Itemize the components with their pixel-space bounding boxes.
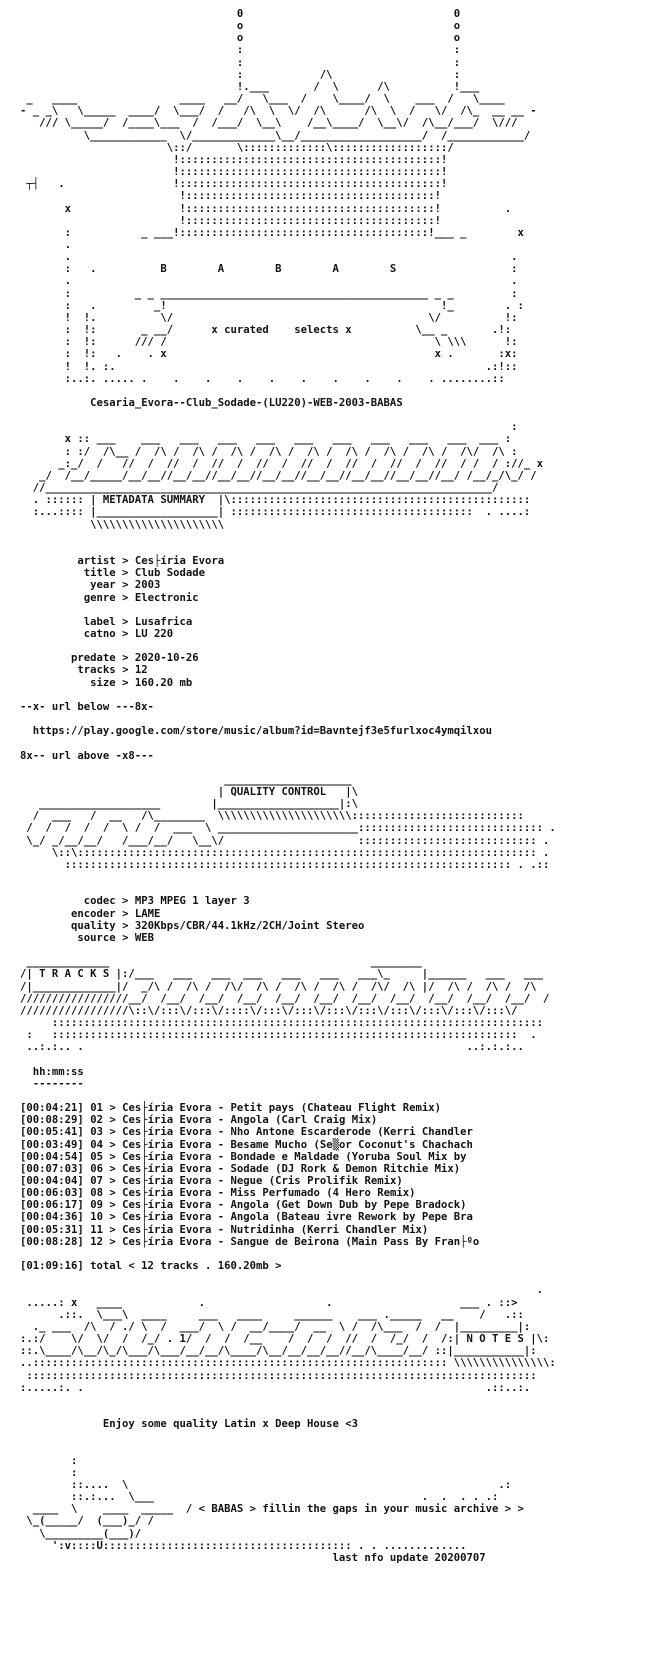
ascii-art-line: !:::::::::::::::::::::::::::::::::::::::! — [20, 214, 441, 227]
track-artist: Ces├íria Evora — [122, 1211, 212, 1224]
track-row: [00:04:04] 07 > Ces├íria Evora - Negue (Cris Prolifik Remix) — [20, 1175, 403, 1187]
field-label: encoder — [71, 907, 116, 920]
field-value: Ces├íria Evora — [134, 555, 225, 568]
tracks-total: [01:09:16] total < 12 tracks . 160.20mb > — [20, 1260, 282, 1273]
track-row: [00:08:28] 12 > Ces├íria Evora - Sangue de Beirona (Main Pass By Fran├ºo — [20, 1235, 480, 1248]
track-time: 00:04:21 — [26, 1102, 78, 1115]
field-row-year: year > 2003 — [90, 579, 161, 592]
ascii-art-line: ::.:... \___ . . . . .: — [20, 1491, 499, 1504]
footer-tagline: ____ \ ____ _____ / < BABAS > fillin the gaps in your music archive > > — [20, 1503, 524, 1516]
ascii-art-line: . . — [20, 275, 518, 288]
url-below-marker: --x- url below ---8x- — [20, 700, 154, 713]
field-value: 12 — [134, 664, 148, 677]
ascii-art-line: \\\\\\\\\\\\\\\\\\\\\ — [20, 518, 225, 531]
ascii-art-line: : !: _ __/ x curated selects x \__ _ .!: — [20, 324, 512, 337]
time-header: hh:mm:ss — [32, 1065, 84, 1078]
track-title: Nutridinha (Kerri Chandler Mix) — [230, 1223, 429, 1236]
track-row: [00:04:54] 05 > Ces├íria Evora - Bondade e Maldade (Yoruba Soul Mix by — [20, 1150, 467, 1163]
ascii-art-line: !:::::::::::::::::::::::::::::::::::::::::! — [20, 153, 448, 166]
ascii-art-line: /|_____________|/ _/\ / /\ / /\/ /\ / /\ / /\ / /\/ /\ |/ /\ / /\ / /\ — [20, 980, 537, 993]
ascii-art-line: :::::::::::::::::::::::::::::::::::::::::::::::::::::::::::::::::::::: . .:: — [20, 858, 550, 871]
track-row: [00:03:49] 04 > Ces├íria Evora - Besame Mucho (Se▒or Coconut's Chachach — [20, 1138, 473, 1151]
ascii-art-line: \_________(___)/ — [20, 1527, 161, 1540]
ascii-art-line: : /\ : — [20, 68, 461, 81]
ascii-art-line: \_(_____/ (___)_/ / — [20, 1515, 154, 1528]
ascii-art-line: :...:::: |___________________| :::::::::::::::::::::::::::::::::::::: . ....: — [20, 506, 531, 519]
ascii-art-line: :::::::::::::::::::::::::::::::::::::::::::::::::::::::::::::::::::::::::::::::: — [20, 1369, 537, 1382]
field-value: 320Kbps/CBR/44.1kHz/2CH/Joint Stereo — [134, 919, 365, 932]
track-number: 08 — [90, 1187, 103, 1200]
field-label: tracks — [77, 664, 116, 677]
field-label: title — [83, 567, 116, 580]
notes-text: Enjoy some quality Latin x Deep House <3 — [102, 1418, 359, 1431]
field-row-tracks: tracks > 12 — [77, 664, 148, 677]
track-title: Angola (Carl Craig Mix) — [230, 1114, 378, 1127]
track-artist: Ces├íria Evora — [122, 1175, 212, 1187]
notes-ascii-art — [20, 1284, 640, 1393]
quality-list — [20, 883, 640, 944]
track-number: 09 — [90, 1199, 103, 1212]
album-url[interactable]: https://play.google.com/store/music/album?id=Bavntejf3e5furlxoc4ymqilxou — [32, 725, 492, 738]
field-row-genre: genre > Electronic — [83, 591, 199, 604]
track-title: Nho Antone Escarderode (Kerri Chandler — [230, 1126, 473, 1139]
last-update: last nfo update 20200707 — [332, 1551, 486, 1564]
release-name-text: Cesaria_Evora--Club_Sodade-(LU220)-WEB-2003-BABAS — [90, 397, 403, 409]
ascii-art-line: //______________________________________________________________________/ — [20, 482, 505, 495]
field-value: Club Sodade — [134, 567, 205, 580]
ascii-art-line: : ::::::::::::::::::::::::::::::::::::::::::::::::::::::::::::::::::::::::: . — [20, 1029, 537, 1042]
ascii-art-line: : — [20, 1466, 78, 1479]
ascii-art-line: . . — [20, 251, 518, 264]
track-number: 04 — [90, 1138, 103, 1151]
ascii-art-line: !:::::::::::::::::::::::::::::::::::::::::! — [20, 166, 448, 179]
field-label: codec — [83, 895, 116, 908]
field-value: Lusafrica — [134, 615, 193, 628]
field-row-codec: codec > MP3 MPEG 1 layer 3 — [83, 895, 250, 908]
ascii-art-line: : !: . . x x . :x: — [20, 348, 518, 361]
ascii-art-line: . — [20, 238, 72, 251]
tracks-ascii-art — [20, 956, 640, 1053]
track-row: [00:08:29] 02 > Ces├íria Evora - Angola (Carl Craig Mix) — [20, 1114, 378, 1127]
ascii-art-line: : : — [20, 44, 461, 57]
ascii-art-line: ____________________ — [20, 773, 352, 786]
track-artist: Ces├íria Evora — [122, 1235, 212, 1248]
nfo-document — [20, 8, 640, 1564]
ascii-art-line: .....: x ____ . . ___ . ::> — [20, 1296, 518, 1309]
ascii-art-line: \::/ \:::::::::::::\::::::::::::::::::/ — [20, 141, 454, 154]
track-number: 02 — [90, 1114, 103, 1127]
ascii-art-line: \____________ \/_____________\__/___________________/ /____________/ — [20, 129, 531, 142]
field-row-quality: quality > 320Kbps/CBR/44.1kHz/2CH/Joint Stereo — [71, 919, 365, 932]
footer-art-top — [20, 1455, 511, 1503]
ascii-art-line: : _ ___!:::::::::::::::::::::::::::::::::::::::!___ _ x — [20, 226, 524, 239]
ascii-art-line: - _ _\ \_____ ____/ \___/ / /\ \ \/ /\ /\ \ / \/ /\_ __ __ - — [20, 105, 537, 118]
track-title: Sodade (DJ Rork & Demon Ritchie Mix) — [230, 1162, 461, 1175]
track-time: 00:03:49 — [26, 1138, 78, 1151]
track-number: 10 — [90, 1211, 103, 1224]
ascii-art-line: ..::::::::::::::::::::::::::::::::::::::::::::::::::::::::::::::::: \\\\\\\\\\\\\\\: — [20, 1357, 556, 1370]
field-row-title: title > Club Sodade — [83, 567, 205, 580]
field-row-size: size > 160.20 mb — [90, 676, 193, 689]
footer-ascii-art — [20, 1455, 640, 1564]
field-row-source: source > WEB — [77, 931, 154, 944]
ascii-art-line: : :/ /\__ / /\ / /\ / /\ / /\ / /\ / /\ / /\ / /\ / /\/ /\ : — [20, 445, 518, 458]
track-row: [00:05:31] 11 > Ces├íria Evora - Nutridinha (Kerri Chandler Mix) — [20, 1223, 429, 1236]
field-row-encoder: encoder > LAME — [71, 907, 161, 920]
track-time: 00:07:03 — [26, 1162, 78, 1175]
ascii-art-line: !.___ / \ /\ !___ — [20, 80, 480, 93]
track-title: Negue (Cris Prolifik Remix) — [230, 1175, 403, 1187]
last-update-line — [20, 1552, 486, 1564]
ascii-art-line: ._ ___ /\ / ./ \ / ___/ \ / __/____/ __ \ / /\___ / / |_________|: — [20, 1320, 531, 1333]
track-row: [00:07:03] 06 > Ces├íria Evora - Sodade (DJ Rork & Demon Ritchie Mix) — [20, 1162, 461, 1175]
ascii-art-line: o o — [20, 32, 461, 45]
track-row: [00:04:36] 10 > Ces├íria Evora - Angola (Bateau ivre Rework by Pepe Bra — [20, 1211, 473, 1224]
field-label: quality — [71, 919, 116, 932]
track-artist: Ces├íria Evora — [122, 1126, 212, 1139]
ascii-art-line: ! !. :. .:!:: — [20, 360, 518, 373]
field-row-predate: predate > 2020-10-26 — [71, 652, 199, 665]
ascii-art-line: : — [20, 1454, 78, 1467]
url-block — [20, 701, 640, 762]
track-time: 00:08:29 — [26, 1114, 78, 1127]
ascii-art-line: .::. \___\ ____ ___ ____ ______ ___ ._____ __ / .:: — [20, 1308, 524, 1321]
field-label: predate — [71, 652, 116, 665]
field-value: 2003 — [134, 579, 161, 592]
ascii-art-line: _ ____ ____ __/ \___ / \____/ \ ___ / \____ — [20, 93, 505, 106]
ascii-art-line: :.....:. . .::..:. — [20, 1381, 531, 1394]
footer-art-bottom — [20, 1515, 466, 1551]
metadata-ascii-art — [20, 421, 640, 530]
ascii-art-line: o o — [20, 20, 461, 33]
ascii-art-line: : — [20, 421, 518, 434]
track-artist: Ces├íria Evora — [122, 1150, 212, 1163]
ascii-art-line: !:::::::::::::::::::::::::::::::::::::::! — [20, 190, 441, 203]
url-above-marker: 8x-- url above -x8--- — [20, 749, 154, 762]
track-artist: Ces├íria Evora — [122, 1162, 212, 1175]
ascii-art-line: : _ _ __________________________________________ _ _ : — [20, 287, 518, 300]
ascii-art-line: /////////////////\::\/:::\/:::\/::::\/:::\/:::\/:::\/:::\/:::\/:::\/:::\/:::\/ — [20, 1004, 518, 1017]
header-ascii-art — [20, 8, 640, 385]
track-title: Besame Mucho (Se▒or Coconut's Chachach — [230, 1138, 473, 1151]
ascii-art-line: ::::::::::::::::::::::::::::::::::::::::::::::::::::::::::::::::::::::::::::: — [20, 1016, 543, 1029]
track-number: 01 — [90, 1102, 103, 1115]
track-number: 11 — [90, 1223, 103, 1236]
field-label: artist — [77, 555, 116, 568]
ascii-art-line: /| T R A C K S |:/___ ___ ___ ___ ___ ___ ___\_ |______ ___ ___ — [20, 968, 543, 981]
track-row: [00:05:41] 03 > Ces├íria Evora - Nho Antone Escarderode (Kerri Chandler — [20, 1126, 473, 1139]
field-label: year — [90, 579, 116, 592]
ascii-art-line: / ___ / __ /\________ \\\\\\\\\\\\\\\\\\\\\::::::::::::::::::::::::::: — [20, 810, 524, 823]
field-row-catno: catno > LU 220 — [83, 627, 174, 640]
track-time: 00:04:36 — [26, 1211, 78, 1224]
track-time: 00:06:17 — [26, 1199, 78, 1212]
track-title: Sangue de Beirona (Main Pass By Fran├ºo — [230, 1235, 480, 1248]
track-number: 05 — [90, 1150, 103, 1163]
track-row: [00:04:21] 01 > Ces├íria Evora - Petit pays (Chateau Flight Remix) — [20, 1102, 442, 1115]
ascii-art-line: ___________________ |___________________|:\ — [20, 798, 359, 811]
track-artist: Ces├íria Evora — [122, 1223, 212, 1236]
ascii-art-line: | QUALITY CONTROL |\ — [20, 786, 359, 798]
field-value: WEB — [134, 931, 154, 944]
ascii-art-line: 0 0 — [20, 8, 461, 20]
track-row: [00:06:03] 08 > Ces├íria Evora - Miss Perfumado (4 Hero Remix) — [20, 1187, 416, 1200]
field-row-artist: artist > Ces├íria Evora — [77, 555, 225, 568]
track-time: 00:04:04 — [26, 1175, 78, 1187]
track-number: 03 — [90, 1126, 103, 1139]
ascii-art-line: / / / / / \ / / ___ \ ______________________::::::::::::::::::::::::::::: . — [20, 822, 556, 835]
field-value: 2020-10-26 — [134, 652, 199, 665]
field-label: label — [83, 615, 116, 628]
track-artist: Ces├íria Evora — [122, 1114, 212, 1127]
release-name — [20, 397, 640, 409]
ascii-art-line: x !:::::::::::::::::::::::::::::::::::::::! . — [20, 202, 512, 215]
ascii-art-line: : !: /// / \ \\\ !: — [20, 336, 518, 349]
ascii-art-line: : . _! !_ . : — [20, 299, 524, 312]
field-label: size — [90, 676, 116, 689]
quality-ascii-art — [20, 774, 640, 871]
ascii-art-line: x :: ___ ___ ___ ___ ___ ___ ___ ___ ___ ___ ___ : — [20, 433, 512, 446]
ascii-art-line: \_/ _/__/__/ /___/__/ \__\/ :::::::::::::::::::::::::::: . — [20, 834, 550, 847]
track-title: Miss Perfumado (4 Hero Remix) — [230, 1187, 416, 1200]
track-title: Angola (Bateau ivre Rework by Pepe Bra — [230, 1211, 473, 1224]
time-rule: -------- — [32, 1077, 84, 1090]
ascii-art-line: _:_/ / // / // / // / // / // / // / // / // / / / ://_ x — [20, 457, 543, 470]
ascii-art-line: ::.... \ .: — [20, 1478, 512, 1491]
track-title: Petit pays (Chateau Flight Remix) — [230, 1102, 442, 1115]
field-value: 160.20 mb — [134, 676, 193, 689]
ascii-art-line: ..:.:.. . ..:.:.:.. — [20, 1041, 524, 1054]
ascii-art-line: _/ /__/_____/__/__//__/__//__/__//__/__//__/__//__/__//__/__//__/ /__/_/\_/ / — [20, 469, 537, 482]
ascii-art-line: ┬┤ . !:::::::::::::::::::::::::::::::::::::::::! — [20, 178, 448, 191]
ascii-art-line: _____________ ________ — [20, 956, 531, 969]
track-artist: Ces├íria Evora — [122, 1187, 212, 1200]
track-row: [00:06:17] 09 > Ces├íria Evora - Angola (Get Down Dub by Pepe Bradock) — [20, 1199, 467, 1212]
ascii-art-line: : : — [20, 56, 461, 69]
ascii-art-line: /////////////////__/ /__/ /__/ /__/ /__/ /__/ /__/ /__/ /__/ /__/ /__/ / — [20, 992, 550, 1005]
track-rows — [20, 1102, 479, 1248]
ascii-art-line: ! !. \/ \/ !: — [20, 311, 518, 324]
field-label: source — [77, 931, 116, 944]
track-artist: Ces├íria Evora — [122, 1138, 212, 1151]
track-time: 00:04:54 — [26, 1150, 78, 1163]
ascii-art-line: :..:. ..... . . . . . . . . . . ........:: — [20, 372, 505, 385]
ascii-art-line: : . B A B A S : — [20, 263, 518, 276]
field-label: genre — [83, 591, 116, 604]
ascii-art-line: ::.\____/\__/\_/\___/\___/__/__/\____/\__/__/__/__//__/\____/__/ ::|___________|: — [20, 1345, 537, 1358]
tracklist — [20, 1066, 640, 1273]
field-value: LU 220 — [134, 627, 174, 640]
track-number: 12 — [90, 1235, 103, 1248]
track-artist: Ces├íria Evora — [122, 1199, 212, 1212]
track-number: 07 — [90, 1175, 103, 1187]
track-time: 00:05:31 — [26, 1223, 78, 1236]
notes-block — [20, 1406, 640, 1442]
ascii-art-line: \::\:::::::::::::::::::::::::::::::::::::::::::::::::::::::::::::::::::::::: . — [20, 846, 550, 859]
metadata-list — [20, 543, 640, 689]
field-value: LAME — [134, 907, 161, 920]
ascii-art-line: ':v::::U::::::::::::::::::::::::::::::::::::::: . . ............. — [20, 1539, 467, 1552]
field-row-label: label > Lusafrica — [83, 615, 193, 628]
track-title: Angola (Get Down Dub by Pepe Bradock) — [230, 1199, 467, 1212]
field-label: catno — [83, 627, 116, 640]
track-artist: Ces├íria Evora — [122, 1102, 212, 1115]
field-value: Electronic — [134, 591, 199, 604]
ascii-art-line: . — [20, 1284, 543, 1297]
ascii-art-line: :.:/ \/ \/ / /_/ . 1/ / / /__ / / / // / /_/ / /:| N O T E S |\: — [20, 1333, 550, 1346]
track-time: 00:08:28 — [26, 1235, 78, 1248]
track-title: Bondade e Maldade (Yoruba Soul Mix by — [230, 1150, 467, 1163]
track-number: 06 — [90, 1162, 103, 1175]
ascii-art-line: . :::::: | METADATA SUMMARY |\::::::::::::::::::::::::::::::::::::::::::::::: — [20, 494, 531, 507]
track-time: 00:06:03 — [26, 1187, 78, 1200]
field-value: MP3 MPEG 1 layer 3 — [134, 895, 250, 908]
track-time: 00:05:41 — [26, 1126, 78, 1139]
ascii-art-line: /// \_____/ /____\___ / /___/ \__\ /__\____/ \__\/ /\__/___/ \/// — [20, 117, 518, 130]
